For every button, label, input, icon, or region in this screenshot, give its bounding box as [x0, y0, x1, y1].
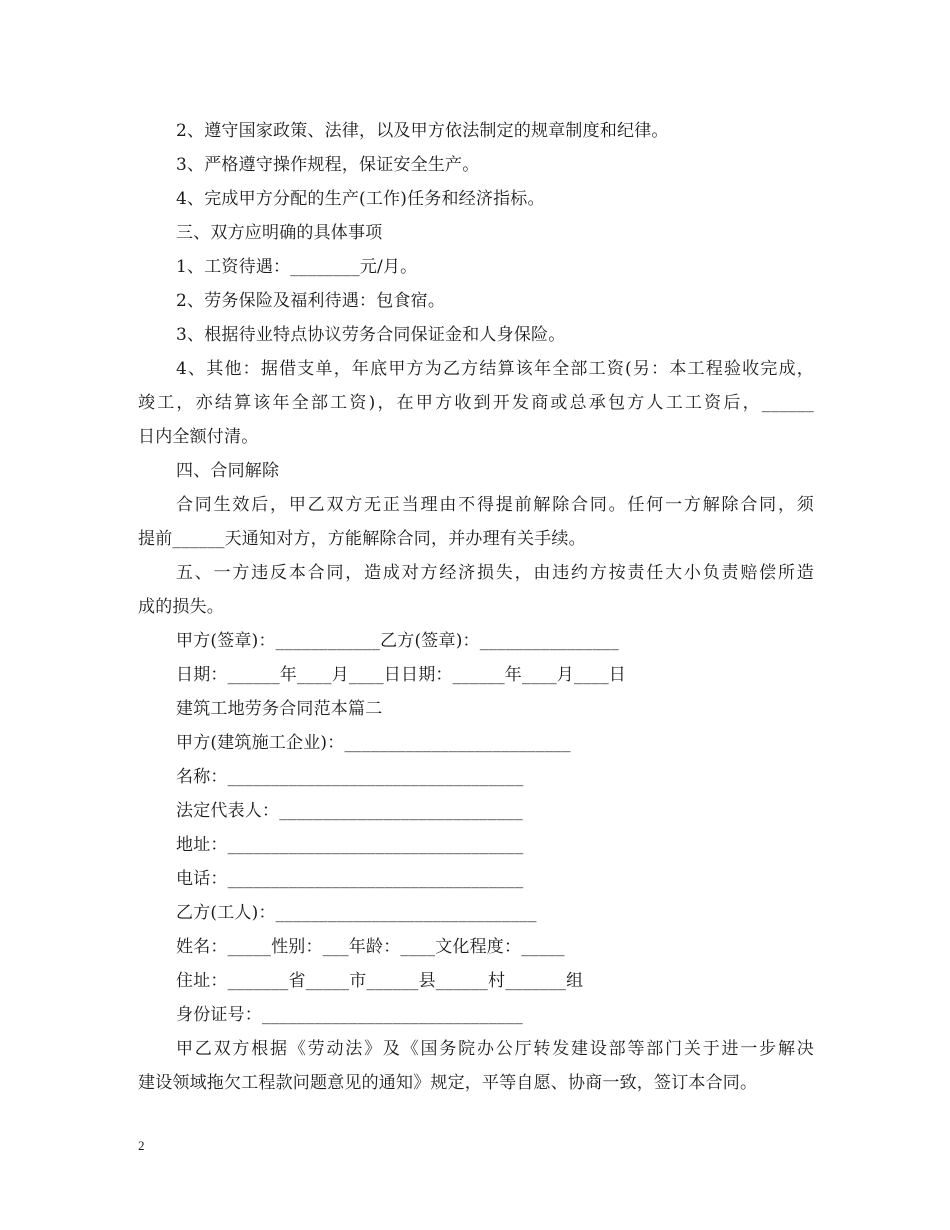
clause-tasks: 4、完成甲方分配的生产(工作)任务和经济指标。: [176, 189, 545, 209]
breach-line-1: 五、一方违反本合同，造成对方经济损失，由违约方按责任大小负责赔偿所造: [176, 563, 814, 583]
party-b-field: 乙方(工人)：______________________________: [176, 903, 537, 923]
address-field: 地址：__________________________________: [176, 835, 524, 855]
clause-other-line-2: 竣工，亦结算该年全部工资)，在甲方收到开发商或总承包方人工工资后，______: [138, 393, 814, 413]
section-heading-termination: 四、合同解除: [176, 461, 280, 481]
signature-line: 甲方(签章)：____________乙方(签章)：________________: [176, 631, 619, 651]
breach-line-2: 成的损失。: [138, 597, 224, 617]
preamble-line-2: 建设领域拖欠工程款问题意见的通知》规定，平等自愿、协商一致，签订本合同。: [138, 1073, 758, 1093]
termination-line-2: 提前______天通知对方，方能解除合同，并办理有关手续。: [138, 529, 586, 549]
clause-other-line-1: 4、其他：据借支单，年底甲方为乙方结算该年全部工资(另：本工程验收完成，: [176, 359, 814, 379]
template-title-part-two: 建筑工地劳务合同范本篇二: [176, 699, 383, 719]
preamble-line-1: 甲乙双方根据《劳动法》及《国务院办公厅转发建设部等部门关于进一步解决: [176, 1039, 814, 1059]
clause-safety: 3、严格遵守操作规程，保证安全生产。: [176, 155, 480, 175]
worker-details-field: 姓名：_____性别：___年龄：____文化程度：_____: [176, 937, 565, 957]
termination-line-1: 合同生效后，甲乙双方无正当理由不得提前解除合同。任何一方解除合同，须: [176, 495, 814, 515]
clause-insurance: 2、劳务保险及福利待遇：包食宿。: [176, 291, 446, 311]
clause-obey-policy: 2、遵守国家政策、法律，以及甲方依法制定的规章制度和纪律。: [176, 121, 669, 141]
name-field: 名称：__________________________________: [176, 767, 524, 787]
clause-other-line-3: 日内全额付清。: [138, 427, 259, 447]
legal-representative-field: 法定代表人：____________________________: [176, 801, 523, 821]
date-line: 日期：______年____月____日日期：______年____月____日: [176, 665, 626, 685]
party-a-field: 甲方(建筑施工企业)：__________________________: [176, 733, 571, 753]
clause-deposit: 3、根据待业特点协议劳务合同保证金和人身保险。: [176, 325, 566, 345]
document-body: [138, 114, 814, 1100]
section-heading-terms: 三、双方应明确的具体事项: [176, 223, 383, 243]
phone-field: 电话：__________________________________: [176, 869, 524, 889]
clause-wages: 1、工资待遇：________元/月。: [176, 257, 418, 277]
page-number: 2: [138, 1138, 145, 1153]
id-number-field: 身份证号：______________________________: [176, 1005, 523, 1025]
residence-field: 住址：_______省_____市______县______村_______组: [176, 971, 584, 991]
